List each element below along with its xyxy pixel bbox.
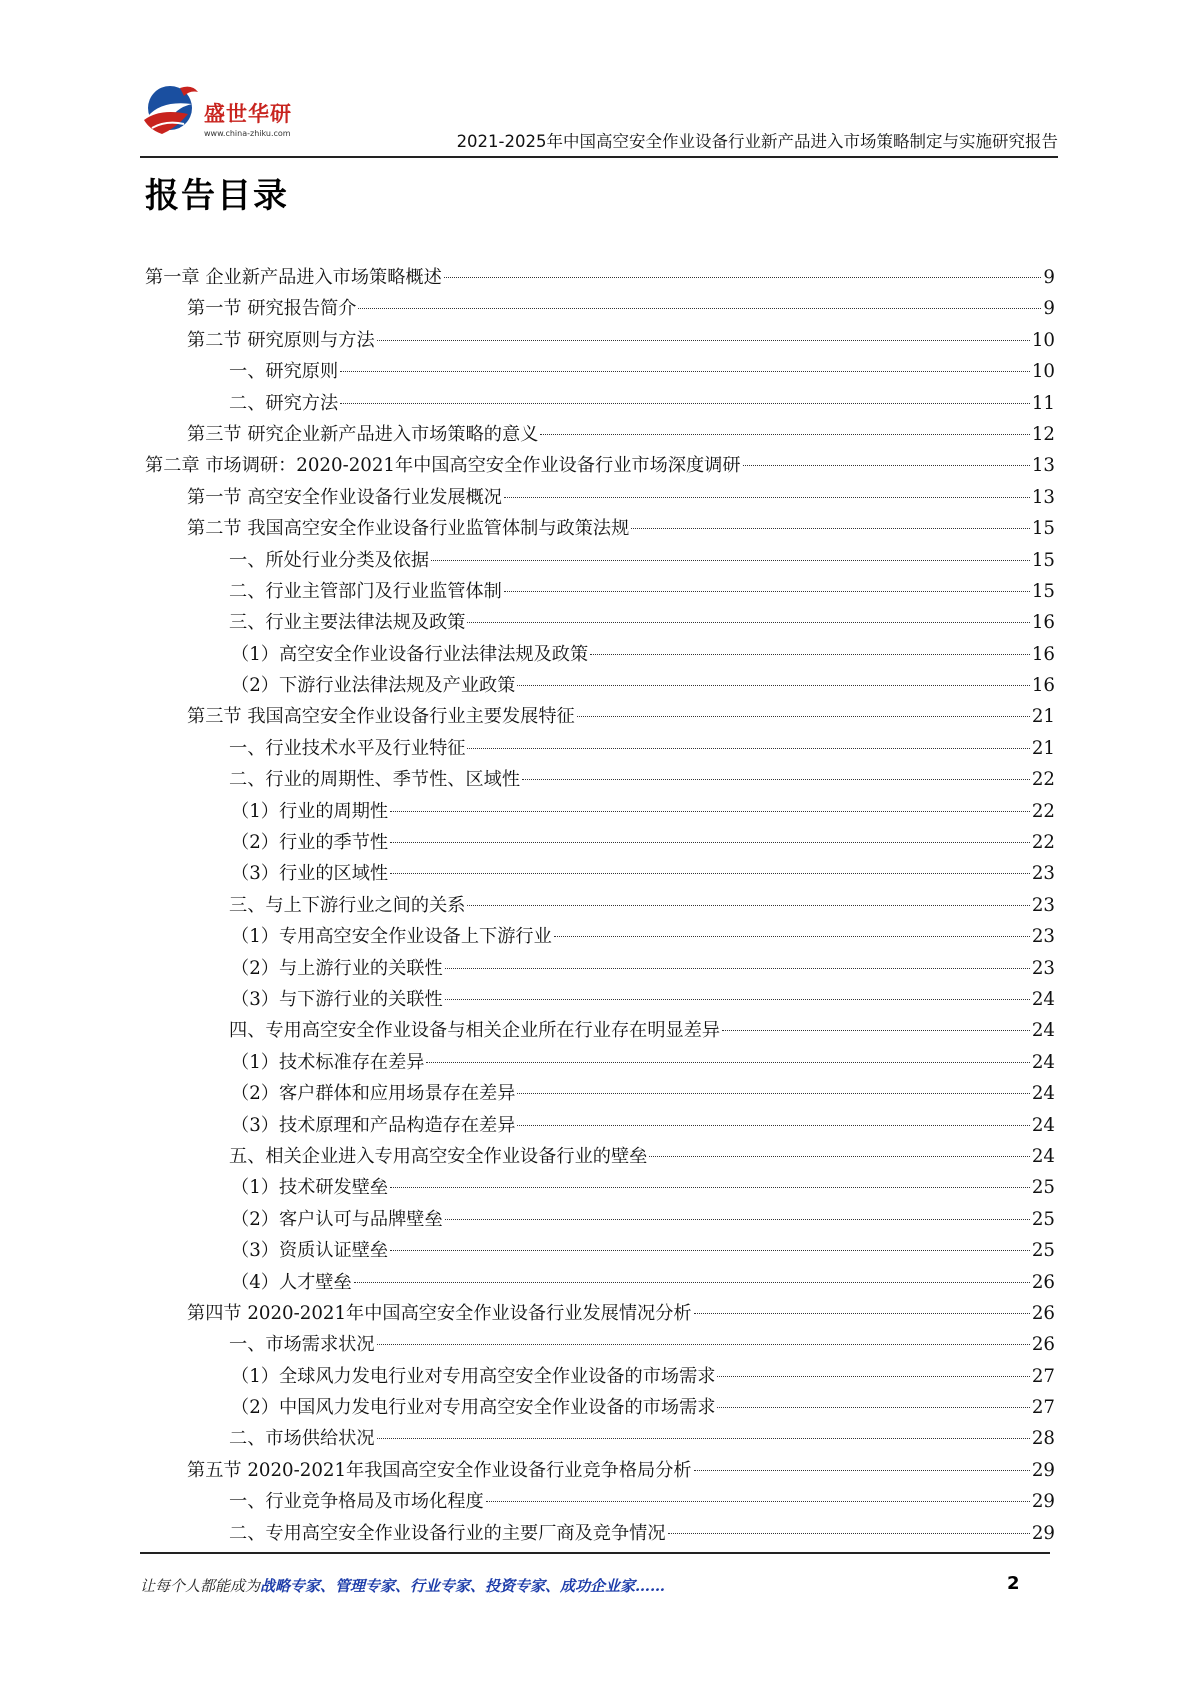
toc-entry-text: 三、与上下游行业之间的关系 bbox=[229, 894, 466, 916]
toc-dot-leader bbox=[390, 842, 1030, 843]
toc-entry-text: 第二章 市场调研：2020-2021年中国高空安全作业设备行业市场深度调研 bbox=[145, 455, 741, 477]
toc-entry-page: 29 bbox=[1031, 1522, 1055, 1544]
toc-entry-text: （1）专用高空安全作业设备上下游行业 bbox=[231, 926, 552, 948]
toc-dot-leader bbox=[694, 1313, 1030, 1314]
toc-entry-text: 第三节 我国高空安全作业设备行业主要发展特征 bbox=[187, 706, 575, 728]
toc-dot-leader bbox=[340, 371, 1030, 372]
report-title: 2021-2025年中国高空安全作业设备行业新产品进入市场策略制定与实施研究报告 bbox=[456, 132, 1058, 151]
company-logo bbox=[140, 78, 310, 150]
toc-dot-leader bbox=[717, 1376, 1029, 1377]
toc-entry-page: 23 bbox=[1031, 894, 1055, 916]
toc-entry[interactable] bbox=[145, 545, 1055, 576]
toc-entry-page: 24 bbox=[1031, 988, 1055, 1010]
toc-entry-page: 29 bbox=[1031, 1491, 1055, 1513]
toc-entry-page: 11 bbox=[1031, 392, 1055, 414]
toc-entry[interactable] bbox=[145, 1392, 1055, 1423]
toc-entry-page: 28 bbox=[1031, 1428, 1055, 1450]
toc-entry-page: 23 bbox=[1031, 926, 1055, 948]
toc-entry[interactable] bbox=[145, 639, 1055, 670]
toc-entry[interactable] bbox=[145, 576, 1055, 607]
toc-entry-page: 15 bbox=[1031, 518, 1055, 540]
toc-dot-leader bbox=[445, 968, 1030, 969]
toc-entry-page: 25 bbox=[1031, 1240, 1055, 1262]
toc-dot-leader bbox=[426, 1062, 1029, 1063]
toc-entry[interactable] bbox=[145, 796, 1055, 827]
toc-entry-page: 21 bbox=[1031, 737, 1055, 759]
toc-dot-leader bbox=[431, 560, 1030, 561]
toc-entry[interactable] bbox=[145, 513, 1055, 544]
toc-entry-page: 22 bbox=[1031, 800, 1055, 822]
toc-dot-leader bbox=[467, 748, 1029, 749]
toc-entry-text: 一、行业技术水平及行业特征 bbox=[229, 737, 466, 759]
toc-dot-leader bbox=[444, 277, 1042, 278]
toc-entry-page: 25 bbox=[1031, 1208, 1055, 1230]
toc-entry[interactable] bbox=[145, 419, 1055, 450]
toc-entry[interactable] bbox=[145, 953, 1055, 984]
toc-dot-leader bbox=[390, 1187, 1030, 1188]
toc-entry[interactable] bbox=[145, 482, 1055, 513]
logo-name: 盛世华研 bbox=[204, 102, 292, 126]
toc-dot-leader bbox=[445, 999, 1030, 1000]
toc-entry[interactable] bbox=[145, 1235, 1055, 1266]
toc-entry-text: 一、所处行业分类及依据 bbox=[229, 549, 430, 571]
toc-entry-page: 24 bbox=[1031, 1020, 1055, 1042]
toc-entry-text: （3）资质认证壁垒 bbox=[231, 1240, 389, 1262]
toc-entry-text: （1）高空安全作业设备行业法律法规及政策 bbox=[231, 643, 589, 665]
toc-entry-text: 第一节 高空安全作业设备行业发展概况 bbox=[187, 486, 502, 508]
toc-entry-text: 第四节 2020-2021年中国高空安全作业设备行业发展情况分析 bbox=[187, 1302, 692, 1324]
toc-entry[interactable] bbox=[145, 356, 1055, 387]
toc-entry-page: 22 bbox=[1031, 769, 1055, 791]
footer-divider bbox=[140, 1552, 1050, 1554]
toc-entry-page: 22 bbox=[1031, 832, 1055, 854]
toc-entry-text: 第三节 研究企业新产品进入市场策略的意义 bbox=[187, 423, 539, 445]
toc-entry[interactable] bbox=[145, 1361, 1055, 1392]
toc-entry-text: 五、相关企业进入专用高空安全作业设备行业的壁垒 bbox=[229, 1145, 648, 1167]
toc-entry-page: 10 bbox=[1031, 329, 1055, 351]
toc-dot-leader bbox=[517, 685, 1029, 686]
toc-entry[interactable] bbox=[145, 1518, 1055, 1549]
toc-entry-page: 24 bbox=[1031, 1051, 1055, 1073]
toc-entry-page: 9 bbox=[1043, 298, 1055, 320]
toc-entry[interactable] bbox=[145, 1078, 1055, 1109]
toc-entry-text: （1）行业的周期性 bbox=[231, 800, 389, 822]
toc-entry-page: 9 bbox=[1043, 267, 1055, 288]
toc-entry[interactable] bbox=[145, 450, 1055, 481]
toc-entry-page: 24 bbox=[1031, 1145, 1055, 1167]
toc-entry-text: （2）与上游行业的关联性 bbox=[231, 957, 443, 979]
toc-dot-leader bbox=[390, 811, 1030, 812]
toc-entry-text: （2）行业的季节性 bbox=[231, 832, 389, 854]
toc-entry-text: （2）中国风力发电行业对专用高空安全作业设备的市场需求 bbox=[231, 1397, 716, 1419]
toc-entry[interactable] bbox=[145, 984, 1055, 1015]
toc-dot-leader bbox=[467, 622, 1029, 623]
toc-entry-page: 27 bbox=[1031, 1397, 1055, 1419]
toc-entry[interactable] bbox=[145, 1141, 1055, 1172]
toc-entry-text: 第二节 研究原则与方法 bbox=[187, 329, 375, 351]
toc-entry[interactable] bbox=[145, 1172, 1055, 1203]
toc-entry-text: （1）全球风力发电行业对专用高空安全作业设备的市场需求 bbox=[231, 1365, 716, 1387]
toc-entry[interactable] bbox=[145, 1455, 1055, 1486]
toc-dot-leader bbox=[649, 1156, 1030, 1157]
toc-entry-text: 第五节 2020-2021年我国高空安全作业设备行业竞争格局分析 bbox=[187, 1459, 692, 1481]
toc-entry-page: 15 bbox=[1031, 580, 1055, 602]
toc-entry-page: 24 bbox=[1031, 1083, 1055, 1105]
toc-entry-text: 二、行业的周期性、季节性、区域性 bbox=[229, 769, 521, 791]
toc-entry-page: 13 bbox=[1031, 486, 1055, 508]
toc-dot-leader bbox=[354, 1282, 1030, 1283]
toc-dot-leader bbox=[577, 716, 1030, 717]
toc-entry[interactable] bbox=[145, 607, 1055, 638]
toc-dot-leader bbox=[445, 1219, 1030, 1220]
toc-entry-page: 25 bbox=[1031, 1177, 1055, 1199]
toc-entry[interactable] bbox=[145, 701, 1055, 732]
toc-dot-leader bbox=[377, 340, 1030, 341]
toc-entry-text: 二、专用高空安全作业设备行业的主要厂商及竞争情况 bbox=[229, 1522, 666, 1544]
toc-entry-page: 16 bbox=[1031, 643, 1055, 665]
toc-dot-leader bbox=[504, 591, 1030, 592]
toc-entry[interactable] bbox=[145, 1015, 1055, 1046]
toc-dot-leader bbox=[717, 1407, 1029, 1408]
toc-entry[interactable] bbox=[145, 1047, 1055, 1078]
toc-dot-leader bbox=[486, 1501, 1030, 1502]
toc-entry-text: （2）客户群体和应用场景存在差异 bbox=[231, 1083, 516, 1105]
toc-entry-page: 26 bbox=[1031, 1271, 1055, 1293]
toc-dot-leader bbox=[358, 308, 1041, 309]
toc-entry-page: 21 bbox=[1031, 706, 1055, 728]
slogan-highlight: 战略专家、管理专家、行业专家、投资专家、成功企业家…… bbox=[260, 1577, 666, 1595]
toc-entry-text: 第一节 研究报告简介 bbox=[187, 298, 357, 320]
toc-entry[interactable] bbox=[145, 1110, 1055, 1141]
toc-entry-text: 四、专用高空安全作业设备与相关企业所在行业存在明显差异 bbox=[229, 1020, 721, 1042]
toc-dot-leader bbox=[390, 1250, 1030, 1251]
toc-entry[interactable] bbox=[145, 670, 1055, 701]
toc-entry-page: 29 bbox=[1031, 1459, 1055, 1481]
toc-dot-leader bbox=[722, 1030, 1030, 1031]
toc-entry-text: 一、市场需求状况 bbox=[229, 1334, 375, 1356]
toc-dot-leader bbox=[377, 1438, 1030, 1439]
toc-entry[interactable] bbox=[145, 325, 1055, 356]
toc-dot-leader bbox=[390, 873, 1030, 874]
toc-dot-leader bbox=[631, 528, 1030, 529]
toc-entry[interactable] bbox=[145, 764, 1055, 795]
toc-dot-leader bbox=[504, 497, 1030, 498]
page-number: 2 bbox=[1007, 1573, 1020, 1594]
toc-dot-leader bbox=[467, 905, 1029, 906]
toc-dot-leader bbox=[554, 936, 1030, 937]
table-of-contents bbox=[145, 262, 1055, 1549]
toc-entry-page: 12 bbox=[1031, 423, 1055, 445]
toc-dot-leader bbox=[517, 1093, 1029, 1094]
page-title: 报告目录 bbox=[145, 176, 289, 216]
slogan-prefix: 让每个人都能成为 bbox=[140, 1577, 261, 1595]
toc-entry-text: 二、行业主管部门及行业监管体制 bbox=[229, 580, 502, 602]
toc-dot-leader bbox=[743, 465, 1030, 466]
toc-entry-page: 26 bbox=[1031, 1334, 1055, 1356]
toc-entry-page: 16 bbox=[1031, 675, 1055, 697]
toc-entry-page: 24 bbox=[1031, 1114, 1055, 1136]
toc-entry[interactable] bbox=[145, 858, 1055, 889]
logo-url: www.china-zhiku.com bbox=[204, 129, 291, 138]
toc-entry-page: 16 bbox=[1031, 612, 1055, 634]
toc-entry[interactable] bbox=[145, 1329, 1055, 1360]
toc-entry-page: 23 bbox=[1031, 957, 1055, 979]
toc-entry[interactable] bbox=[145, 890, 1055, 921]
toc-entry-text: 一、研究原则 bbox=[229, 361, 339, 383]
page-header bbox=[140, 78, 1058, 158]
toc-entry-text: 二、研究方法 bbox=[229, 392, 339, 414]
toc-dot-leader bbox=[590, 654, 1030, 655]
toc-entry-text: （3）与下游行业的关联性 bbox=[231, 988, 443, 1010]
toc-dot-leader bbox=[517, 1125, 1029, 1126]
toc-entry[interactable] bbox=[145, 1204, 1055, 1235]
toc-entry-page: 23 bbox=[1031, 863, 1055, 885]
footer-slogan bbox=[140, 1575, 665, 1596]
toc-entry-text: （1）技术研发壁垒 bbox=[231, 1177, 389, 1199]
toc-entry[interactable] bbox=[145, 921, 1055, 952]
toc-entry-text: （2）下游行业法律法规及产业政策 bbox=[231, 675, 516, 697]
toc-entry[interactable] bbox=[145, 1423, 1055, 1454]
toc-entry-text: 第二节 我国高空安全作业设备行业监管体制与政策法规 bbox=[187, 518, 630, 540]
toc-entry[interactable] bbox=[145, 1267, 1055, 1298]
toc-dot-leader bbox=[694, 1470, 1030, 1471]
logo-emblem-icon bbox=[140, 78, 204, 142]
toc-dot-leader bbox=[540, 434, 1029, 435]
toc-entry[interactable] bbox=[145, 733, 1055, 764]
toc-entry-text: （3）行业的区域性 bbox=[231, 863, 389, 885]
toc-dot-leader bbox=[377, 1344, 1030, 1345]
toc-entry-text: （3）技术原理和产品构造存在差异 bbox=[231, 1114, 516, 1136]
toc-dot-leader bbox=[340, 403, 1030, 404]
toc-entry-page: 15 bbox=[1031, 549, 1055, 571]
header-divider bbox=[140, 156, 1058, 158]
toc-entry-text: 三、行业主要法律法规及政策 bbox=[229, 612, 466, 634]
toc-entry-text: （2）客户认可与品牌壁垒 bbox=[231, 1208, 443, 1230]
toc-entry-page: 13 bbox=[1031, 455, 1055, 477]
toc-entry-page: 26 bbox=[1031, 1302, 1055, 1324]
toc-entry-page: 27 bbox=[1031, 1365, 1055, 1387]
toc-entry[interactable] bbox=[145, 293, 1055, 324]
toc-entry[interactable] bbox=[145, 1298, 1055, 1329]
toc-dot-leader bbox=[668, 1533, 1030, 1534]
toc-entry[interactable] bbox=[145, 262, 1055, 293]
toc-entry-text: 第一章 企业新产品进入市场策略概述 bbox=[145, 267, 442, 288]
toc-dot-leader bbox=[522, 779, 1030, 780]
toc-entry-text: （1）技术标准存在差异 bbox=[231, 1051, 425, 1073]
toc-entry-text: 二、市场供给状况 bbox=[229, 1428, 375, 1450]
toc-entry[interactable] bbox=[145, 388, 1055, 419]
toc-entry-text: 一、行业竞争格局及市场化程度 bbox=[229, 1491, 484, 1513]
toc-entry[interactable] bbox=[145, 1486, 1055, 1517]
toc-entry-page: 10 bbox=[1031, 361, 1055, 383]
toc-entry[interactable] bbox=[145, 827, 1055, 858]
toc-entry-text: （4）人才壁垒 bbox=[231, 1271, 352, 1293]
